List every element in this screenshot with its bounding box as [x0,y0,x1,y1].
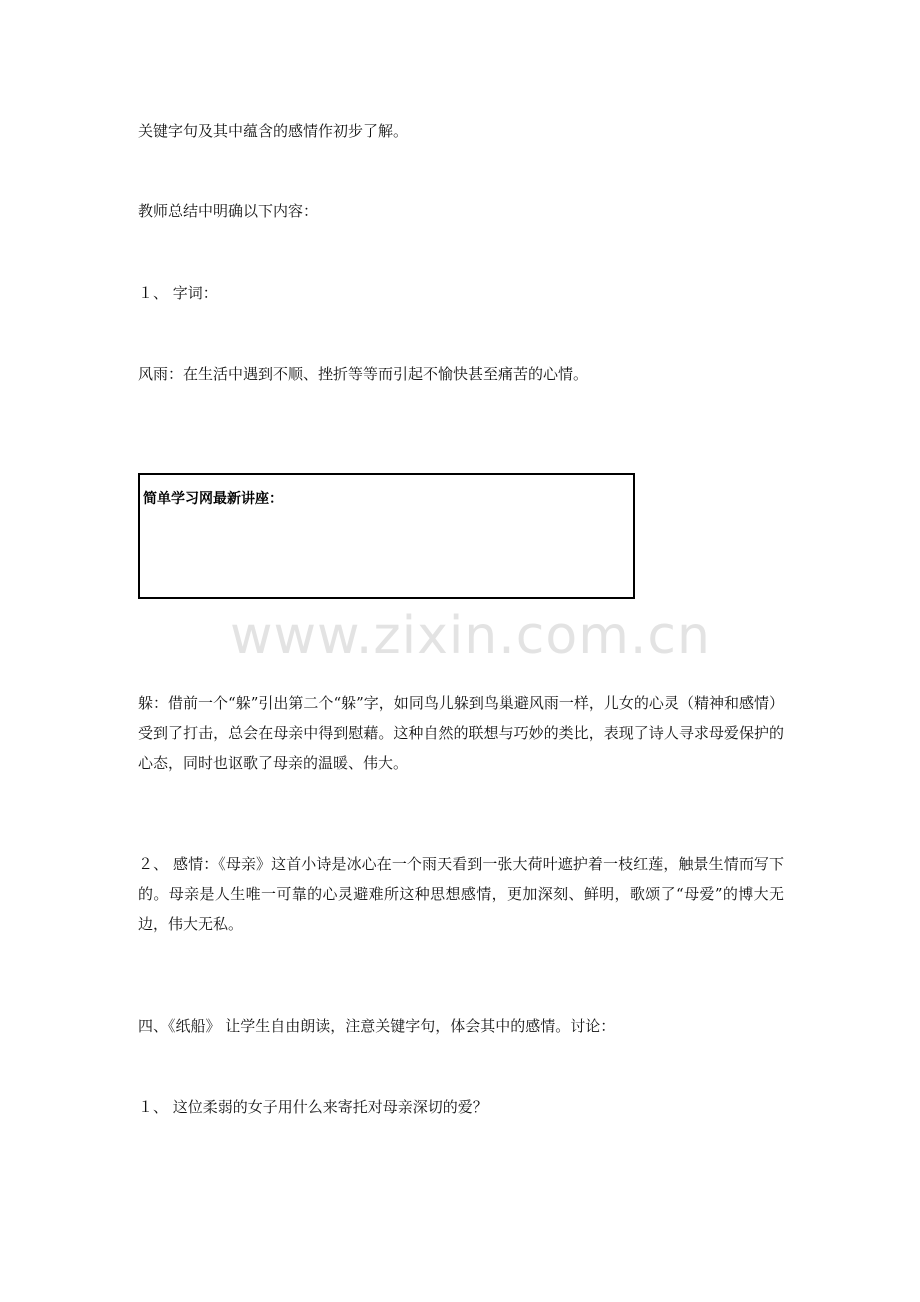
lecture-box [138,473,635,599]
text-line-fengyu-definition: 风雨：在生活中遇到不顺、挫折等等而引起不愉快甚至痛苦的心情。 [138,365,589,383]
paragraph-emotion: ２、 感情：《母亲》这首小诗是冰心在一个雨天看到一张大荷叶遮护着一枝红莲，触景生情而写下的。母亲是人生唯一可靠的心灵避难所这种思想感情，更加深刻、鲜明，歌颂了“母爱”的博大无边，伟大无私。 [138,855,784,933]
text-line-teacher-summary: 教师总结中明确以下内容： [138,202,319,220]
watermark: www.zixin.com.cn [230,606,711,666]
text-line-vocabulary-heading: １、 字词： [138,284,218,302]
question-1: １、 这位柔弱的女子用什么来寄托对母亲深切的爱？ [138,1098,488,1116]
section-heading-paper-boat: 四、《纸船》 让学生自由朗读，注意关键字句，体会其中的感情。讨论： [138,1017,616,1035]
lecture-box-title: 简单学习网最新讲座： [143,491,283,507]
paragraph-duo-explanation: 躲：借前一个“躲”引出第二个“躲”字，如同鸟儿躲到鸟巢避风雨一样，儿女的心灵（精神和感情）受到了打击，总会在母亲中得到慰藉。这种自然的联想与巧妙的类比，表现了诗人寻求母爱保护的心态，同时也讴歌了母亲的温暖、伟大。 [138,694,784,772]
text-line-key-sentences: 关键字句及其中蕴含的感情作初步了解。 [138,122,409,140]
